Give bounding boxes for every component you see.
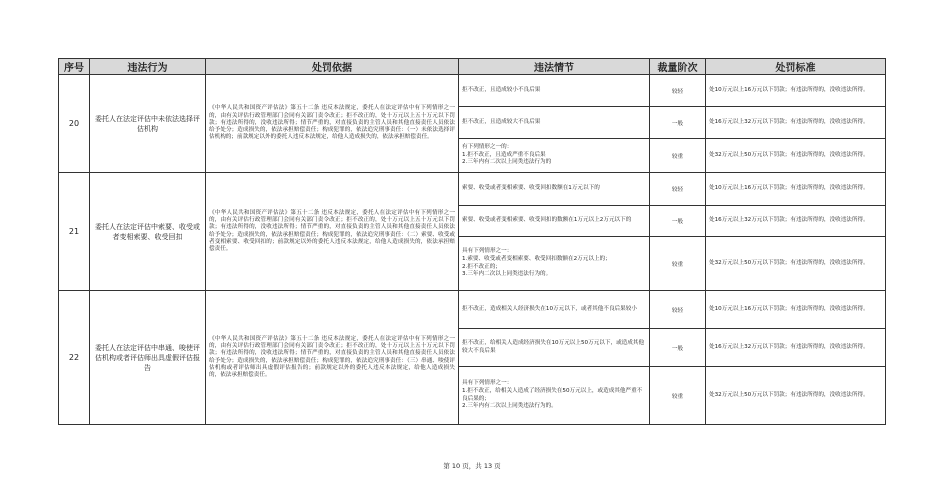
header-no: 序号 xyxy=(59,59,90,75)
penalty-standard: 处16万元以上32万元以下罚款；有违法所得的，没收违法所得。 xyxy=(706,206,886,237)
table-row xyxy=(59,291,886,329)
circumstance: 具有下列情形之一： 1.索要、收受或者变相索要、收受回扣数额在2万元以上的； 2.拒不改正的； 3.三年内二次以上同类违法行为的。 xyxy=(459,237,650,291)
discretion-level: 较重 xyxy=(650,367,706,425)
circumstance: 拒不改正，且造成较小不良后果 xyxy=(459,75,650,107)
violation-act: 委托人在法定评估中索要、收受或者变相索要、收受回扣 xyxy=(90,173,206,291)
circumstance: 拒不改正，且造成较大不良后果 xyxy=(459,107,650,139)
header-row xyxy=(59,59,886,75)
discretion-level: 一般 xyxy=(650,329,706,367)
circumstance: 有下列情形之一的： 1.拒不改正，且造成严重不良后果 2.三年内有二次以上同类违法行为的 xyxy=(459,139,650,173)
page-footer: 第 10 页，共 13 页 xyxy=(443,462,501,470)
header-basis: 处罚依据 xyxy=(206,59,459,75)
violation-act: 委托人在法定评估中未依法选择评估机构 xyxy=(90,75,206,173)
discretion-level: 较轻 xyxy=(650,173,706,206)
circumstance: 索要、收受或者变相索要、收受回扣的数额在1万元以上2万元以下的 xyxy=(459,206,650,237)
penalty-table xyxy=(58,58,886,425)
circumstance: 拒不改正，造成相关人经济损失在10万元以下，或者其他不良后果较小 xyxy=(459,291,650,329)
circumstance: 索要、收受或者变相索要、收受回扣数额在1万元以下的 xyxy=(459,173,650,206)
table-row xyxy=(59,173,886,206)
penalty-basis: 《中华人民共和国资产评估法》第五十二条 违反本法规定，委托人在法定评估中有下列情形之一的，由有关评估行政管理部门会同有关部门责令改正；拒不改正的，处十万元以上五十万元以下罚款；有违法所得的，没收违法所得；情节严重的，对直接负责的主管人员和其他直接责任人员依法给予处分；造成损失的，依法承担赔偿责任；构成犯罪的，依法追究刑事责任：（三）串通、唆使评估机构或者评估师出具虚假评估报告的；前款规定以外的委托人违反本法规定，给他人造成损失的，依法承担赔偿责任。 xyxy=(206,291,459,425)
penalty-standard: 处16万元以上32万元以下罚款；有违法所得的，没收违法所得。 xyxy=(706,107,886,139)
penalty-basis: 《中华人民共和国资产评估法》第五十二条 违反本法规定，委托人在法定评估中有下列情形之一的，由有关评估行政管理部门会同有关部门责令改正；拒不改正的，处十万元以上五十万元以下罚款；有违法所得的，没收违法所得；情节严重的，对直接负责的主管人员和其他直接责任人员依法给予处分；造成损失的，依法承担赔偿责任；构成犯罪的，依法追究刑事责任：（二）索要、收受或者变相索要、收受回扣的；前款规定以外的委托人违反本法规定，给他人造成损失的，依法承担赔偿责任。 xyxy=(206,173,459,291)
row-number: 22 xyxy=(59,291,90,425)
penalty-basis: 《中华人民共和国资产评估法》第五十二条 违反本法规定，委托人在法定评估中有下列情形之一的，由有关评估行政管理部门会同有关部门责令改正；拒不改正的，处十万元以上五十万元以下罚款；有违法所得的，没收违法所得；情节严重的，对直接负责的主管人员和其他直接责任人员依法给予处分；造成损失的，依法承担赔偿责任；构成犯罪的，依法追究刑事责任：（一）未依法选择评估机构的；前款规定以外的委托人违反本法规定，给他人造成损失的，依法承担赔偿责任。 xyxy=(206,75,459,173)
circumstance: 具有下列情形之一： 1.拒不改正，给相关人造成了经济损失在50万元以上，或造成其他严重不良后果的； 2.三年内有二次以上同类违法行为的。 xyxy=(459,367,650,425)
header-level: 裁量阶次 xyxy=(650,59,706,75)
penalty-standard: 处16万元以上32万元以下罚款；有违法所得的，没收违法所得。 xyxy=(706,329,886,367)
row-number: 21 xyxy=(59,173,90,291)
penalty-standard: 处32万元以上50万元以下罚款；有违法所得的，没收违法所得。 xyxy=(706,139,886,173)
discretion-level: 较轻 xyxy=(650,291,706,329)
violation-act: 委托人在法定评估中串通、唆使评估机构或者评估师出具虚假评估报告 xyxy=(90,291,206,425)
table-row xyxy=(59,75,886,107)
header-standard: 处罚标准 xyxy=(706,59,886,75)
penalty-standard: 处32万元以上50万元以下罚款；有违法所得的，没收违法所得。 xyxy=(706,367,886,425)
discretion-level: 较轻 xyxy=(650,75,706,107)
discretion-level: 较重 xyxy=(650,139,706,173)
penalty-standard: 处10万元以上16万元以下罚款；有违法所得的，没收违法所得。 xyxy=(706,291,886,329)
discretion-level: 一般 xyxy=(650,107,706,139)
penalty-standard: 处10万元以上16万元以下罚款；有违法所得的，没收违法所得。 xyxy=(706,173,886,206)
penalty-standard: 处10万元以上16万元以下罚款；有违法所得的，没收违法所得。 xyxy=(706,75,886,107)
discretion-level: 较重 xyxy=(650,237,706,291)
header-act: 违法行为 xyxy=(90,59,206,75)
row-number: 20 xyxy=(59,75,90,173)
header-circumstance: 违法情节 xyxy=(459,59,650,75)
discretion-level: 一般 xyxy=(650,206,706,237)
circumstance: 拒不改正，给相关人造成经济损失在10万元以上50万元以下，或造成其他较大不良后果 xyxy=(459,329,650,367)
penalty-standard: 处32万元以上50万元以下罚款；有违法所得的，没收违法所得。 xyxy=(706,237,886,291)
